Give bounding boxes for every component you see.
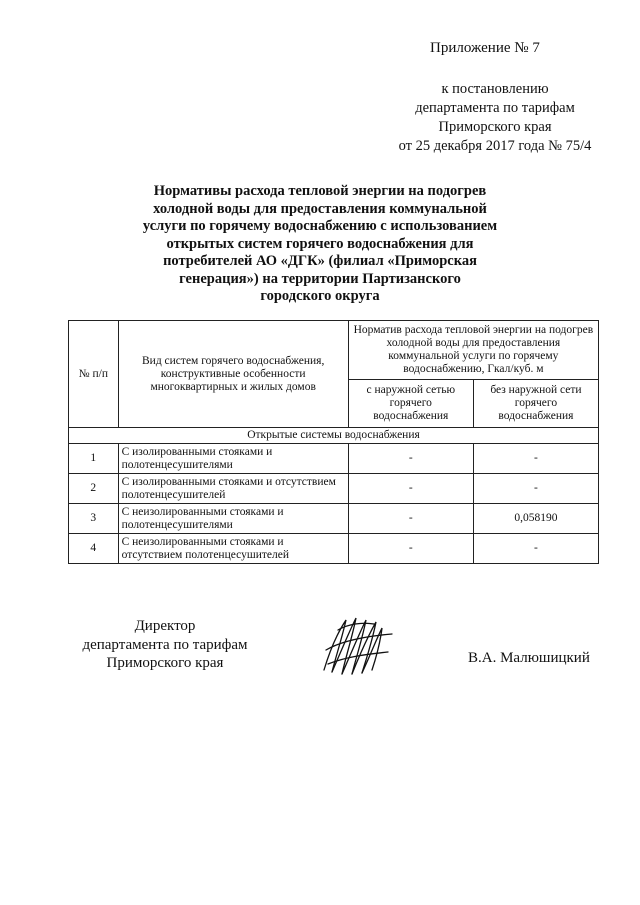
table-header-row [69,321,599,380]
table-row [69,534,599,564]
title-line: городского округа [260,288,380,304]
row-system-type: С неизолированными стояками и полотенцесушителями [118,504,348,534]
row-without-network-value: - [473,474,598,504]
row-without-network-value: - [473,534,598,564]
row-system-type: С изолированными стояками и отсутствием полотенцесушителей [118,474,348,504]
position-line: Приморского края [106,655,224,671]
title-line: потребителей АО «ДГК» (филиал «Приморская [163,253,477,269]
table-section-row [69,428,599,444]
decree-line: к постановлению [441,81,549,97]
norms-table [68,320,599,564]
row-with-network-value: - [348,444,473,474]
handwritten-signature-icon [318,610,398,678]
row-num: 3 [69,504,119,534]
table-row [69,474,599,504]
row-system-type: С неизолированными стояками и отсутствием полотенцесушителей [118,534,348,564]
title-line: услуги по горячему водоснабжению с использованием [142,218,498,234]
position-line: департамента по тарифам [82,636,248,653]
section-open-systems: Открытые системы водоснабжения [69,428,599,444]
appendix-title: Приложение № 7 [430,40,540,56]
header-with-network: с наружной сетью горячего водоснабжения [348,380,473,428]
title-line: Нормативы расхода тепловой энергии на подогрев [153,183,487,199]
row-without-network-value: - [473,444,598,474]
header-norm: Норматив расхода тепловой энергии на подогрев холодной воды для предоставления коммунальной услуги по горячему водоснабжению, Гкал/куб. м [348,321,598,380]
decree-date-line: от 25 декабря 2017 года № 75/4 [398,138,592,154]
header-without-network: без наружной сети горячего водоснабжения [473,380,598,428]
header-num: № п/п [69,321,119,428]
row-without-network-value: 0,058190 [473,504,598,534]
row-num: 4 [69,534,119,564]
row-system-type: С изолированными стояками и полотенцесушителями [118,444,348,474]
row-num: 2 [69,474,119,504]
decree-line: Приморского края [438,119,552,135]
signer-name: В.А. Малюшицкий [468,650,590,666]
row-with-network-value: - [348,504,473,534]
row-with-network-value: - [348,474,473,504]
decree-line: департамента по тарифам [415,100,575,116]
title-line: открытых систем горячего водоснабжения для [166,235,474,252]
decree-reference [380,80,610,156]
row-num: 1 [69,444,119,474]
table-row [69,504,599,534]
signer-position [70,617,260,673]
header-system-type: Вид систем горячего водоснабжения, конструктивные особенности многоквартирных и жилых домов [118,321,348,428]
position-line: Директор [134,618,196,634]
title-line: холодной воды для предоставления коммунальной [153,200,487,217]
title-line: генерация») на территории Партизанского [179,270,461,287]
table-row [69,444,599,474]
row-with-network-value: - [348,534,473,564]
document-title [120,183,520,306]
